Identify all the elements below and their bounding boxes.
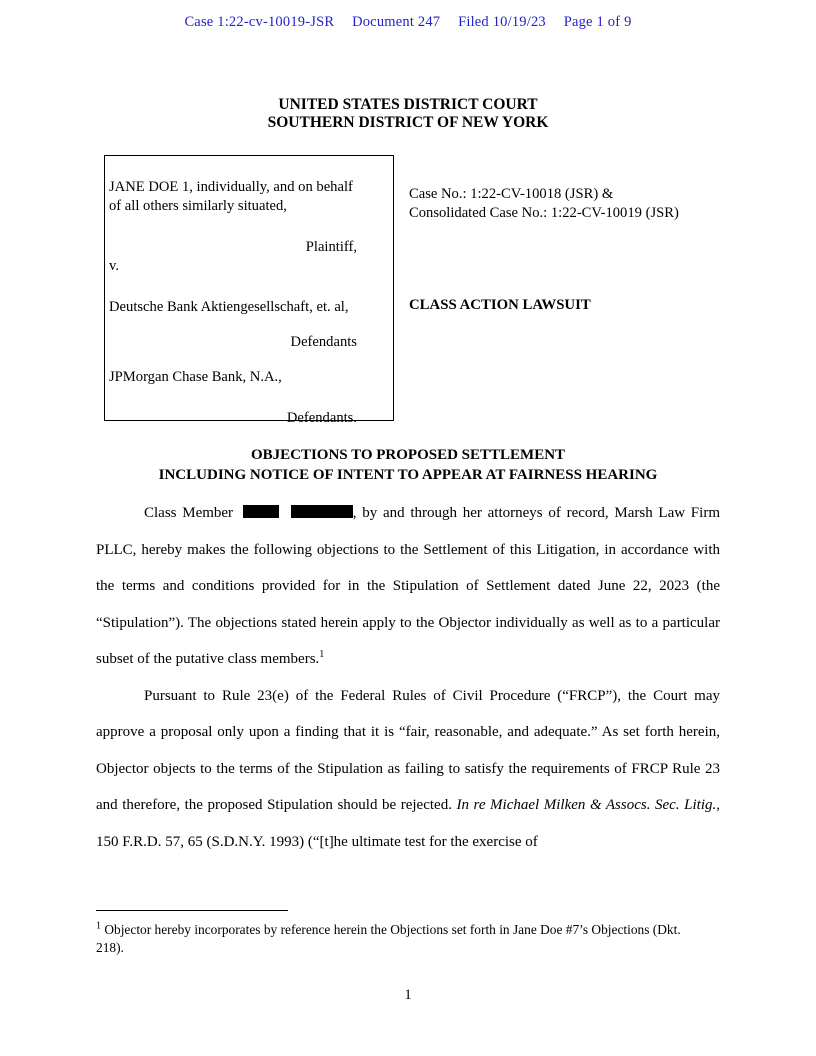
plaintiff-label: Plaintiff,	[305, 239, 357, 255]
court-name-line-1: UNITED STATES DISTRICT COURT	[278, 96, 538, 113]
defendant-name-1: Deutsche Bank Aktiengesellschaft, et. al,	[109, 299, 349, 315]
defendant-name-2: JPMorgan Chase Bank, N.A.,	[109, 369, 282, 385]
versus-label: v.	[109, 258, 119, 274]
redaction-block-last-name	[291, 505, 353, 518]
defendants-label-1: Defendants	[290, 334, 357, 350]
ecf-case-number: Case 1:22-cv-10019-JSR	[184, 14, 335, 30]
body-paragraph-2	[96, 678, 720, 861]
paragraph-2-text-b: , 150 F.R.D. 57, 65 (S.D.N.Y. 1993) (“[t]he ultimate test for the exercise of	[96, 797, 720, 850]
caption-case-numbers	[409, 185, 714, 223]
class-action-label: CLASS ACTION LAWSUIT	[409, 297, 591, 313]
footnote-1	[96, 921, 696, 957]
case-caption	[104, 155, 712, 426]
paragraph-1-text-after-redaction: , by and through her attorneys of record, Marsh Law Firm PLLC, hereby makes the following objections to the Settlement of this Litigation, in accordance with the terms and conditions provided for in the Stipulation of Settlement dated June 22, 2023 (the “Stipulation”). The objections stated herein apply to the Objector individually as well as to a particular subset of the putative class members.	[96, 505, 720, 667]
ecf-filed-date: Filed 10/19/23	[458, 14, 546, 30]
paragraph-1-text-before-redaction: Class Member	[144, 505, 239, 521]
redaction-block-first-name	[243, 505, 279, 518]
footnote-separator	[96, 910, 288, 911]
document-title-line-2: INCLUDING NOTICE OF INTENT TO APPEAR AT FAIRNESS HEARING	[158, 466, 658, 483]
ecf-stamp-header	[0, 14, 816, 31]
footnote-text: Objector hereby incorporates by reference herein the Objections set forth in Jane Doe #7’s Objections (Dkt. 218).	[96, 922, 681, 955]
court-name-line-2: SOUTHERN DISTRICT OF NEW YORK	[267, 114, 549, 131]
body-paragraph-1	[96, 495, 720, 678]
ecf-page-label: Page 1 of 9	[563, 14, 632, 30]
footnote-marker: 1	[96, 920, 101, 932]
page-number: 1	[404, 987, 412, 1003]
case-number-line-2: Consolidated Case No.: 1:22-CV-10019 (JSR)	[409, 205, 679, 221]
plaintiff-name-line-2: of all others similarly situated,	[109, 198, 287, 214]
defendants-label-2: Defendants.	[286, 410, 357, 426]
document-title-line-1: OBJECTIONS TO PROPOSED SETTLEMENT	[250, 447, 566, 463]
document-body	[96, 495, 720, 860]
court-heading	[0, 96, 816, 132]
case-citation-italic: In re Michael Milken & Assocs. Sec. Litig.	[456, 797, 717, 813]
footnote-reference-1: 1	[319, 649, 325, 660]
document-title	[0, 446, 816, 485]
caption-parties-box	[104, 155, 394, 426]
case-number-line-1: Case No.: 1:22-CV-10018 (JSR) &	[409, 186, 614, 202]
ecf-document-number: Document 247	[352, 14, 441, 30]
plaintiff-name-line-1: JANE DOE 1, individually, and on behalf	[109, 179, 353, 195]
paragraph-2-text-a: Pursuant to Rule 23(e) of the Federal Rules of Civil Procedure (“FRCP”), the Court may approve a proposal only upon a finding that it is “fair, reasonable, and adequate.” As set forth herein, Objector objects to the terms of the Stipulation as failing to satisfy the requirements of FRCP Rule 23 and therefore, the proposed Stipulation should be rejected.	[96, 687, 720, 813]
